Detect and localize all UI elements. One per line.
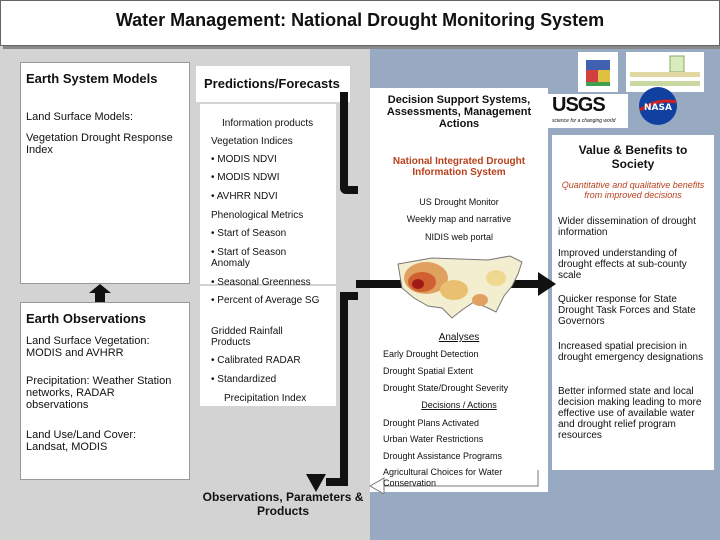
- flow-bracket-top: [340, 92, 348, 188]
- earth-system-models-heading: Earth System Models: [26, 71, 158, 86]
- analysis-item: Early Drought Detection: [383, 349, 479, 359]
- vegdri-label: Vegetation Drought Response Index: [26, 132, 173, 156]
- value-subheading: Quantitative and qualitative benefits from improved decisions: [561, 180, 705, 200]
- information-products-label: Information products: [222, 118, 314, 129]
- nasa-logo-text: NASA: [644, 103, 672, 113]
- flow-bracket-hook-bottom: [340, 292, 358, 300]
- earth-observations-box: [20, 302, 190, 480]
- analysis-item: Drought Spatial Extent: [383, 366, 474, 376]
- flow-bracket-hook-top: [340, 186, 358, 194]
- obs-item-landcover: Land Use/Land Cover: Landsat, MODIS: [26, 429, 137, 453]
- flow-bracket-bottom: [340, 300, 348, 480]
- decision-item: Urban Water Restrictions: [383, 434, 484, 444]
- page-title: Water Management: National Drought Monitoring System: [115, 10, 605, 30]
- nidis-portal-label: NIDIS web portal: [424, 232, 494, 242]
- earth-observations-heading: Earth Observations: [26, 311, 146, 326]
- decision-support-heading: Decision Support Systems, Assessments, Management Actions: [386, 94, 532, 130]
- precipitation-index-label: Precipitation Index: [224, 393, 307, 404]
- bullet-start-season-anomaly: • Start of Season Anomaly: [211, 247, 287, 269]
- bullet-seasonal-greenness: • Seasonal Greenness: [211, 277, 311, 288]
- nasa-logo-icon: [636, 86, 680, 126]
- weekly-map-label: Weekly map and narrative: [406, 214, 512, 224]
- state-logo-icon: [578, 52, 618, 92]
- land-surface-models-label: Land Surface Models:: [26, 111, 134, 123]
- value-item: Wider dissemination of drought information: [558, 216, 696, 238]
- value-item: Increased spatial precision in drought emergency designations: [558, 341, 704, 363]
- obs-item-precipitation: Precipitation: Weather Station networks, RADAR observations: [26, 375, 172, 411]
- vegetation-indices-label: Vegetation Indices: [211, 136, 293, 147]
- predictions-heading: Predictions/Forecasts: [204, 76, 340, 91]
- analysis-item: Drought State/Drought Severity: [383, 383, 509, 393]
- observations-label: Observations, Parameters & Products: [202, 490, 364, 518]
- bullet-percent-average-sg: • Percent of Average SG: [211, 295, 320, 306]
- obs-item-vegetation: Land Surface Vegetation: MODIS and AVHRR: [26, 335, 150, 359]
- nidis-label: National Integrated Drought Information System: [392, 156, 526, 178]
- decisions-heading: Decisions / Actions: [421, 400, 497, 410]
- decision-item: Drought Assistance Programs: [383, 451, 503, 461]
- us-drought-monitor-label: US Drought Monitor: [419, 197, 499, 207]
- decision-item: Agricultural Choices for Water Conservation: [383, 467, 503, 488]
- flow-bracket-foot: [326, 478, 348, 486]
- right-arrow-icon: [538, 272, 556, 296]
- bullet-modis-ndvi: • MODIS NDVI: [211, 154, 277, 165]
- usgs-tagline: science for a changing world: [552, 118, 616, 124]
- analyses-heading: Analyses: [438, 332, 480, 343]
- predictions-heading-box: [196, 66, 350, 102]
- bullet-calibrated-radar: • Calibrated RADAR: [211, 355, 301, 366]
- bullet-avhrr-ndvi: • AVHRR NDVI: [211, 191, 278, 202]
- bullet-start-of-season: • Start of Season: [211, 228, 287, 239]
- value-item: Quicker response for State Drought Task Forces and State Governors: [558, 294, 696, 327]
- us-drought-map: [392, 252, 528, 324]
- decision-item: Drought Plans Activated: [383, 418, 480, 428]
- phenological-metrics-label: Phenological Metrics: [211, 210, 304, 221]
- usgs-logo-text: USGS: [552, 94, 605, 116]
- bullet-modis-ndwi: • MODIS NDWI: [211, 172, 280, 183]
- value-heading: Value & Benefits to Society: [578, 143, 688, 171]
- up-arrow-icon: [88, 283, 112, 303]
- gridded-rainfall-label: Gridded Rainfall Products: [211, 326, 283, 348]
- value-item: Improved understanding of drought effects at sub-county scale: [558, 248, 687, 281]
- bullet-standardized: • Standardized: [211, 374, 277, 385]
- value-item: Better informed state and local decision making leading to more effective use of available water and drought relief program resources: [558, 386, 702, 441]
- title-bar: [0, 0, 720, 46]
- usgs-logo: [548, 94, 628, 128]
- earth-system-models-box: [20, 62, 190, 284]
